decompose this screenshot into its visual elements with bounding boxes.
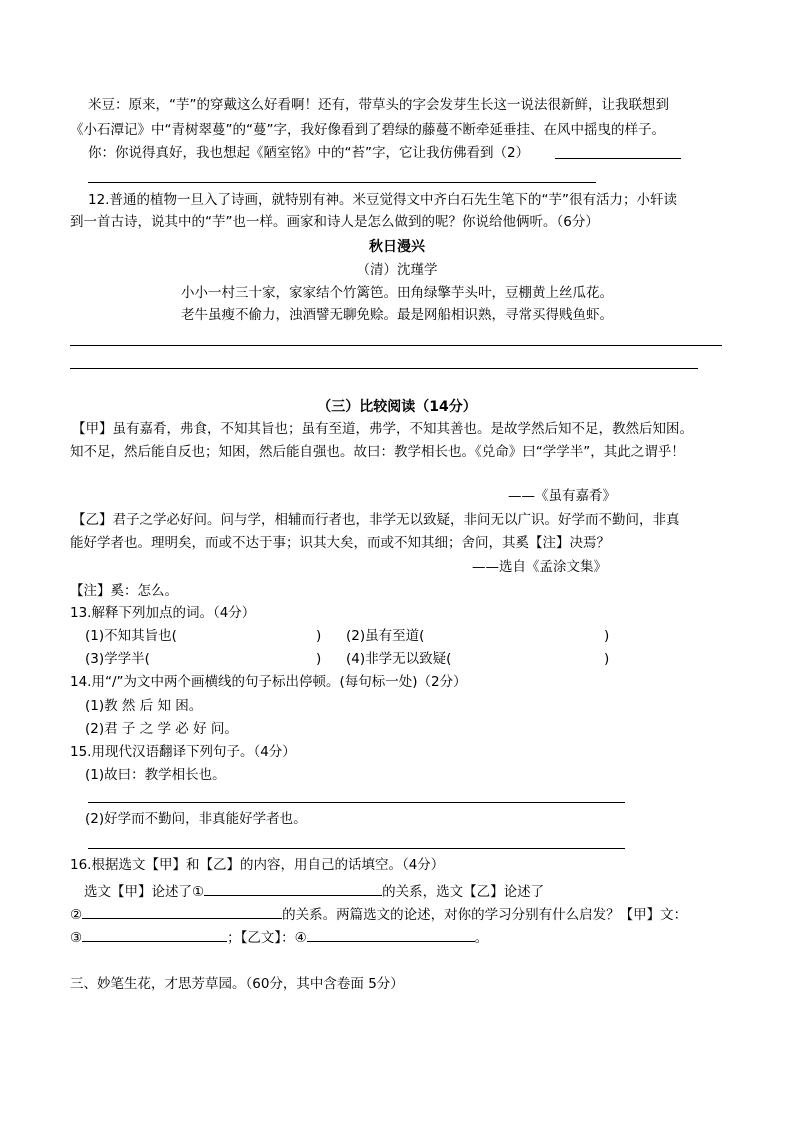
q12-line2: 到一首古诗，说其中的“芋”也一样。画家和诗人是怎么做到的呢？你说给他俩听。（6分） [70,214,599,230]
q16-line1-a: 选文【甲】论述了① [84,884,205,900]
dialogue-midou-line1: 米豆：原来，“芋”的穿戴这么好看啊！还有，带草头的字会发芽生长这一说法很新鲜，让我联想到 [88,97,669,113]
answer-line-q12-1[interactable] [70,345,722,346]
jia-line1: 【甲】虽有嘉肴，弗食，不知其旨也；虽有至道，弗学，不知其善也。是故学然后知不足，教然后知困。 [72,421,693,437]
poem-line1: 小小一村三十家，家家结个竹篱笆。田角绿擎芋头叶，豆棚黄上丝瓜花。 [181,285,613,301]
dialogue-you-line [88,147,529,161]
jia-line2: 知不足，然后能自反也；知困，然后能自强也。故曰：教学相长也。《兑命》曰“学学半”，其此之谓乎！ [70,444,685,460]
q16-line2-a: ② [70,907,83,923]
section3-heading: （三）比较阅读（14分） [317,399,477,415]
q16-line3-c: 。 [474,930,489,946]
q16-line3-a: ③ [70,930,83,946]
answer-blank-2a[interactable] [555,158,681,159]
q16-line1 [84,882,544,900]
q16-line1-b: 的关系，选文【乙】论述了 [382,884,545,900]
q16-blank-2[interactable] [82,905,282,919]
annotation-note: 【注】奚：怎么。 [70,583,178,599]
answer-line-q12-2[interactable] [70,368,698,369]
q16-line2-b: 的关系。两篇选文的论述，对你的学习分别有什么启发？【甲】文： [282,907,688,923]
q16-line2 [70,905,687,923]
q15-item-1: (1)故曰：教学相长也。 [85,767,226,783]
q16-line3-b: ；【乙文】：④ [227,930,307,946]
q13-prompt: 13.解释下列加点的词。（4分） [70,605,256,621]
q16-prompt: 16.根据选文【甲】和【乙】的内容，用自己的话填空。（4分） [70,857,445,873]
poem-title: 秋日漫兴 [369,239,425,255]
q12-line1: 12.普通的植物一旦入了诗画，就特别有神。米豆觉得文中齐白石先生笔下的“芋”很有活力；小轩读 [88,192,677,208]
dialogue-midou-line2: 《小石潭记》中“青树翠蔓”的“蔓”字，我好像看到了碧绿的藤蔓不断牵延垂挂、在风中摇曳的样子。 [70,122,665,138]
yi-line1: 【乙】君子之学必好问。问与学，相辅而行者也，非学无以致疑，非问无以广识。好学而不勤问，非真 [72,512,680,528]
q13-item-2: (2)虽有至道( [346,628,425,644]
q13-item-1: (1)不知其旨也( [85,628,177,644]
q16-blank-4[interactable] [307,928,475,942]
dialogue-you-text: 你：你说得真好，我也想起《陋室铭》中的“苔”字，它让我仿佛看到（2） [88,145,530,161]
poem-line2: 老牛虽瘦不偷力，浊酒譬无聊免赊。最是网船相识熟，寻常买得贱鱼虾。 [181,307,613,323]
answer-blank-2b[interactable] [88,182,596,183]
yi-source: ——选自《孟涂文集》 [472,559,607,575]
q15-prompt: 15.用现代汉语翻译下列句子。（4分） [70,744,296,760]
q13-item-2-close: ) [604,628,610,644]
q14-prompt: 14.用“/”为文中两个画横线的句子标出停顿。(每句标一处)（2分） [70,674,467,690]
q16-line3 [70,928,488,946]
q13-item-4: (4)非学无以致疑( [346,651,452,667]
yi-line2: 能好学者也。理明矣，而或不达于事；识其大矣，而或不知其细；舍问，其奚【注】决焉？ [70,535,610,551]
answer-line-q15-2[interactable] [88,848,625,849]
q13-item-4-close: ) [604,651,610,667]
part3-heading: 三、妙笔生花，才思芳草园。（60分，其中含卷面 5分） [70,976,404,992]
jia-source: ——《虽有嘉肴》 [508,488,616,504]
q13-item-3-close: ) [316,651,322,667]
q16-blank-1[interactable] [204,882,382,896]
answer-line-q15-1[interactable] [88,802,625,803]
poem-author: （清）沈瑾学 [356,262,438,278]
q13-item-1-close: ) [316,628,322,644]
q14-item-2: (2)君 子 之 学 必 好 问。 [85,721,238,737]
q15-item-2: (2)好学而不勤问，非真能好学者也。 [85,811,307,827]
q16-blank-3[interactable] [82,928,227,942]
q14-item-1: (1)教 然 后 知 困。 [85,698,203,714]
q13-item-3: (3)学学半( [85,651,150,667]
